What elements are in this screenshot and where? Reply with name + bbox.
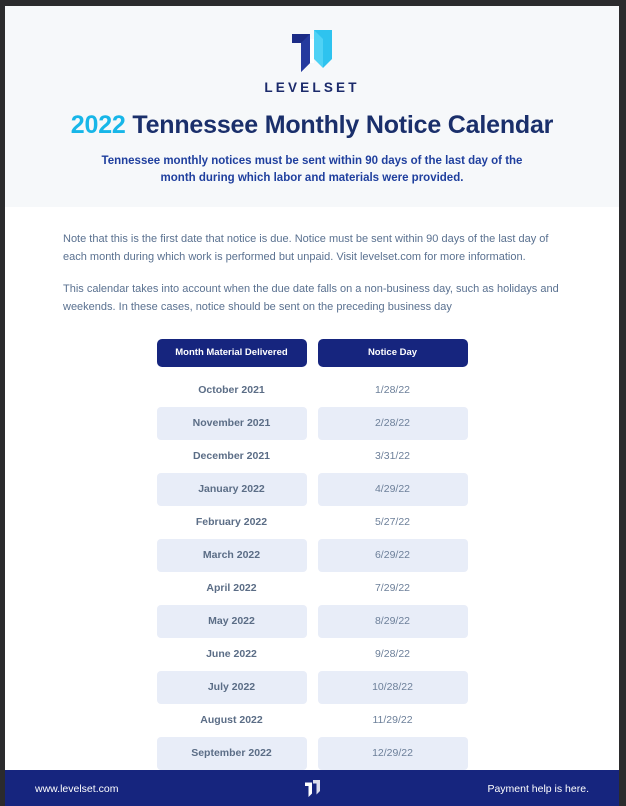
table-row — [157, 440, 468, 473]
table-row — [157, 539, 468, 572]
column-gap — [307, 407, 318, 440]
cell-month-material-delivered: August 2022 — [157, 704, 307, 737]
cell-notice-day: 8/29/22 — [318, 605, 468, 638]
brand-logo — [35, 28, 589, 95]
column-header-month-material-delivered: Month Material Delivered — [157, 339, 307, 367]
table-row — [157, 704, 468, 737]
table-row — [157, 374, 468, 407]
footer-right — [321, 779, 590, 797]
column-gap — [307, 737, 318, 770]
footer-tagline: Payment help is here. — [487, 783, 589, 795]
header-spacer-row — [157, 367, 468, 374]
table-row — [157, 737, 468, 770]
table-body — [157, 374, 468, 770]
note-paragraph-1: Note that this is the first date that notice is due. Notice must be sent within 90 days of the last day of each month during which work is performed but unpaid. Visit levelset.com for more information. — [63, 233, 549, 264]
cell-month-material-delivered: November 2021 — [157, 407, 307, 440]
cell-month-material-delivered: October 2021 — [157, 374, 307, 407]
cell-month-material-delivered: April 2022 — [157, 572, 307, 605]
cell-notice-day: 10/28/22 — [318, 671, 468, 704]
table-head — [157, 339, 468, 374]
column-gap — [307, 339, 318, 367]
table-row — [157, 638, 468, 671]
column-gap — [307, 440, 318, 473]
column-gap — [307, 473, 318, 506]
table-row — [157, 671, 468, 704]
cell-notice-day: 4/29/22 — [318, 473, 468, 506]
page-header — [5, 6, 619, 207]
cell-notice-day: 11/29/22 — [318, 704, 468, 737]
cell-notice-day: 3/31/22 — [318, 440, 468, 473]
cell-notice-day: 2/28/22 — [318, 407, 468, 440]
column-gap — [307, 704, 318, 737]
cell-month-material-delivered: March 2022 — [157, 539, 307, 572]
cell-month-material-delivered: May 2022 — [157, 605, 307, 638]
footer-center — [304, 779, 321, 798]
cell-notice-day: 5/27/22 — [318, 506, 468, 539]
page-body — [5, 207, 619, 770]
table-row — [157, 407, 468, 440]
footer-website-link[interactable]: www.levelset.com — [35, 783, 119, 795]
column-gap — [307, 638, 318, 671]
cell-notice-day: 7/29/22 — [318, 572, 468, 605]
notice-calendar-table — [157, 339, 468, 770]
cell-notice-day: 6/29/22 — [318, 539, 468, 572]
cell-month-material-delivered: July 2022 — [157, 671, 307, 704]
document-page — [5, 6, 619, 806]
page-title — [35, 111, 589, 140]
cell-month-material-delivered: February 2022 — [157, 506, 307, 539]
column-gap — [307, 539, 318, 572]
cell-month-material-delivered: December 2021 — [157, 440, 307, 473]
table-row — [157, 572, 468, 605]
column-gap — [307, 374, 318, 407]
levelset-logo-icon-white — [304, 779, 321, 798]
page-title-year: 2022 — [70, 110, 126, 139]
cell-month-material-delivered: June 2022 — [157, 638, 307, 671]
column-gap — [307, 605, 318, 638]
brand-wordmark: LEVELSET — [264, 80, 360, 95]
table-row — [157, 506, 468, 539]
page-title-rest: Tennessee Monthly Notice Calendar — [125, 110, 554, 139]
page-footer — [5, 770, 619, 806]
column-gap — [307, 506, 318, 539]
cell-month-material-delivered: September 2022 — [157, 737, 307, 770]
cell-notice-day: 9/28/22 — [318, 638, 468, 671]
cell-notice-day: 1/28/22 — [318, 374, 468, 407]
table-row — [157, 473, 468, 506]
levelset-logo-icon — [290, 28, 334, 74]
column-header-notice-day: Notice Day — [318, 339, 468, 367]
column-gap — [307, 671, 318, 704]
footer-left — [35, 779, 304, 797]
table-header-row — [157, 339, 468, 367]
cell-notice-day: 12/29/22 — [318, 737, 468, 770]
note-paragraph-2: This calendar takes into account when the due date falls on a non-business day, such as holidays and weekends. In these cases, notice should be sent on the preceding business day — [63, 282, 559, 313]
table-row — [157, 605, 468, 638]
column-gap — [307, 572, 318, 605]
page-subtitle: Tennessee monthly notices must be sent within 90 days of the last day of the month during which labor and materials were provided. — [101, 155, 523, 185]
cell-month-material-delivered: January 2022 — [157, 473, 307, 506]
